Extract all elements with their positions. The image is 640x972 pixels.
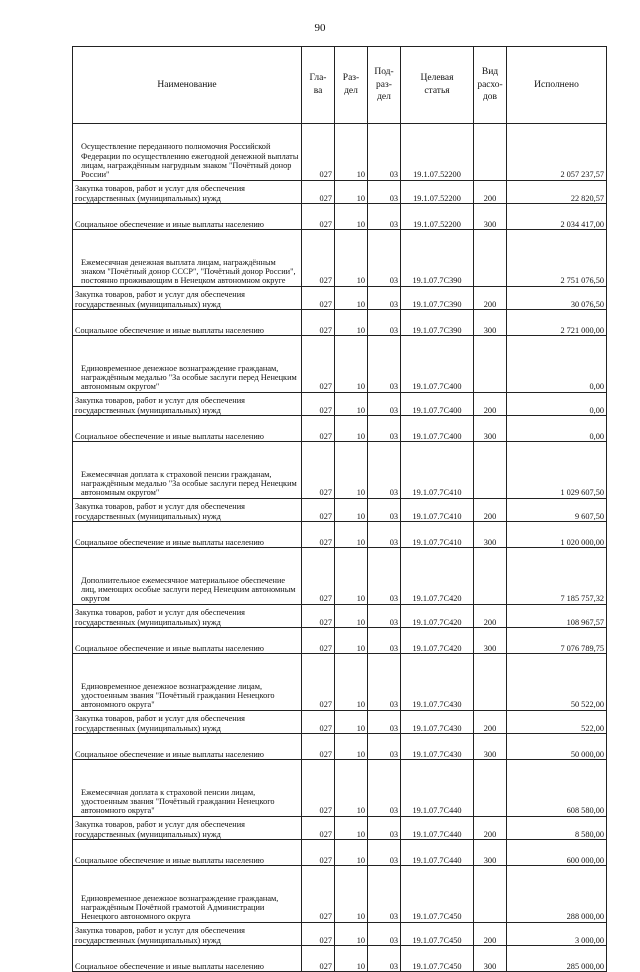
- cell-name: Ежемесячная денежная выплата лицам, награждённым знаком "Почётный донор СССР", "Почётный донор России", постоянно проживающим в Ненецком автономном округе: [73, 230, 302, 287]
- table-row-item: [73, 548, 607, 605]
- cell-name: Социальное обеспечение и иные выплаты населению: [73, 840, 302, 866]
- table-row-item: [73, 336, 607, 393]
- cell-section: 10: [335, 548, 368, 605]
- cell-executed: 22 820,57: [507, 180, 607, 204]
- budget-table: [72, 46, 607, 972]
- cell-subsection: 03: [368, 760, 401, 817]
- cell-target: 19.1.07.7С420: [401, 548, 474, 605]
- cell-section: 10: [335, 180, 368, 204]
- cell-expense-type: [474, 760, 507, 817]
- header-expense-type: Вид расхо- дов: [474, 47, 507, 124]
- cell-chapter: 027: [302, 628, 335, 654]
- cell-target: 19.1.07.7С400: [401, 416, 474, 442]
- header-executed: Исполнено: [507, 47, 607, 124]
- cell-subsection: 03: [368, 310, 401, 336]
- table-row-subitem: [73, 522, 607, 548]
- cell-chapter: 027: [302, 816, 335, 840]
- cell-name: Социальное обеспечение и иные выплаты населению: [73, 310, 302, 336]
- cell-section: 10: [335, 522, 368, 548]
- cell-subsection: 03: [368, 866, 401, 923]
- cell-target: 19.1.07.52200: [401, 180, 474, 204]
- cell-name: Закупка товаров, работ и услуг для обеспечения государственных (муниципальных) нужд: [73, 922, 302, 946]
- cell-expense-type: 200: [474, 710, 507, 734]
- cell-chapter: 027: [302, 310, 335, 336]
- cell-subsection: 03: [368, 204, 401, 230]
- cell-target: 19.1.07.7С400: [401, 336, 474, 393]
- cell-expense-type: 300: [474, 840, 507, 866]
- cell-target: 19.1.07.52200: [401, 204, 474, 230]
- cell-expense-type: [474, 654, 507, 711]
- cell-name: Ежемесячная доплата к страховой пенсии лицам, удостоенным звания "Почётный гражданин Ненецкого автономного округа": [73, 760, 302, 817]
- cell-section: 10: [335, 840, 368, 866]
- table-row-item: [73, 760, 607, 817]
- header-target: Целевая статья: [401, 47, 474, 124]
- cell-name: Социальное обеспечение и иные выплаты населению: [73, 628, 302, 654]
- cell-chapter: 027: [302, 416, 335, 442]
- table-row-subitem: [73, 922, 607, 946]
- cell-executed: 0,00: [507, 392, 607, 416]
- cell-section: 10: [335, 654, 368, 711]
- cell-name: Осуществление переданного полномочия Российской Федерации по осуществлению ежегодной денежной выплаты лицам, награждённым нагрудным знаком "Почётный донор России": [73, 124, 302, 181]
- header-chapter: Гла- ва: [302, 47, 335, 124]
- cell-target: 19.1.07.7С420: [401, 604, 474, 628]
- cell-chapter: 027: [302, 946, 335, 972]
- cell-expense-type: 200: [474, 286, 507, 310]
- table-row-item: [73, 654, 607, 711]
- table-row-item: [73, 442, 607, 499]
- cell-section: 10: [335, 310, 368, 336]
- header-subsection: Под- раз- дел: [368, 47, 401, 124]
- cell-expense-type: 200: [474, 816, 507, 840]
- cell-chapter: 027: [302, 604, 335, 628]
- cell-chapter: 027: [302, 922, 335, 946]
- cell-expense-type: 300: [474, 416, 507, 442]
- cell-subsection: 03: [368, 522, 401, 548]
- cell-section: 10: [335, 946, 368, 972]
- cell-executed: 2 057 237,57: [507, 124, 607, 181]
- cell-target: 19.1.07.7С450: [401, 866, 474, 923]
- cell-chapter: 027: [302, 392, 335, 416]
- cell-target: 19.1.07.7С390: [401, 286, 474, 310]
- cell-target: 19.1.07.7С430: [401, 710, 474, 734]
- table-row-subitem: [73, 498, 607, 522]
- cell-executed: 2 721 000,00: [507, 310, 607, 336]
- cell-expense-type: [474, 336, 507, 393]
- cell-executed: 1 029 607,50: [507, 442, 607, 499]
- cell-expense-type: [474, 866, 507, 923]
- cell-expense-type: 200: [474, 604, 507, 628]
- cell-section: 10: [335, 628, 368, 654]
- header-name: Наименование: [73, 47, 302, 124]
- cell-subsection: 03: [368, 416, 401, 442]
- cell-target: 19.1.07.7С410: [401, 442, 474, 499]
- cell-name: Социальное обеспечение и иные выплаты населению: [73, 204, 302, 230]
- cell-section: 10: [335, 336, 368, 393]
- cell-target: 19.1.07.7С430: [401, 654, 474, 711]
- cell-name: Закупка товаров, работ и услуг для обеспечения государственных (муниципальных) нужд: [73, 286, 302, 310]
- cell-subsection: 03: [368, 230, 401, 287]
- cell-executed: 30 076,50: [507, 286, 607, 310]
- table-row-subitem: [73, 946, 607, 972]
- cell-chapter: 027: [302, 760, 335, 817]
- cell-subsection: 03: [368, 124, 401, 181]
- table-row-subitem: [73, 628, 607, 654]
- table-row-subitem: [73, 416, 607, 442]
- cell-chapter: 027: [302, 204, 335, 230]
- cell-chapter: 027: [302, 230, 335, 287]
- cell-target: 19.1.07.7С390: [401, 310, 474, 336]
- table-row-subitem: [73, 286, 607, 310]
- cell-subsection: 03: [368, 180, 401, 204]
- table-row-item: [73, 124, 607, 181]
- cell-executed: 7 076 789,75: [507, 628, 607, 654]
- cell-name: Социальное обеспечение и иные выплаты населению: [73, 416, 302, 442]
- cell-executed: 50 000,00: [507, 734, 607, 760]
- cell-subsection: 03: [368, 628, 401, 654]
- cell-expense-type: 300: [474, 204, 507, 230]
- cell-executed: 108 967,57: [507, 604, 607, 628]
- cell-target: 19.1.07.7С450: [401, 946, 474, 972]
- cell-executed: 3 000,00: [507, 922, 607, 946]
- cell-section: 10: [335, 124, 368, 181]
- table-row-subitem: [73, 816, 607, 840]
- cell-expense-type: [474, 124, 507, 181]
- cell-expense-type: [474, 230, 507, 287]
- cell-chapter: 027: [302, 654, 335, 711]
- cell-name: Социальное обеспечение и иные выплаты населению: [73, 734, 302, 760]
- cell-chapter: 027: [302, 180, 335, 204]
- cell-target: 19.1.07.7С410: [401, 498, 474, 522]
- cell-target: 19.1.07.7С390: [401, 230, 474, 287]
- cell-name: Социальное обеспечение и иные выплаты населению: [73, 946, 302, 972]
- cell-executed: 8 580,00: [507, 816, 607, 840]
- cell-name: Социальное обеспечение и иные выплаты населению: [73, 522, 302, 548]
- cell-section: 10: [335, 734, 368, 760]
- cell-expense-type: [474, 442, 507, 499]
- cell-target: 19.1.07.7С450: [401, 922, 474, 946]
- cell-subsection: 03: [368, 922, 401, 946]
- cell-subsection: 03: [368, 442, 401, 499]
- cell-chapter: 027: [302, 734, 335, 760]
- cell-target: 19.1.07.7С440: [401, 760, 474, 817]
- table-row-subitem: [73, 204, 607, 230]
- cell-name: Ежемесячная доплата к страховой пенсии гражданам, награждённым медалью "За особые заслуги перед Ненецким автономным округом": [73, 442, 302, 499]
- cell-executed: 1 020 000,00: [507, 522, 607, 548]
- table-row-subitem: [73, 734, 607, 760]
- cell-section: 10: [335, 392, 368, 416]
- cell-expense-type: 300: [474, 628, 507, 654]
- table-row-subitem: [73, 310, 607, 336]
- cell-expense-type: 200: [474, 922, 507, 946]
- cell-section: 10: [335, 416, 368, 442]
- cell-section: 10: [335, 204, 368, 230]
- cell-chapter: 027: [302, 286, 335, 310]
- cell-name: Закупка товаров, работ и услуг для обеспечения государственных (муниципальных) нужд: [73, 604, 302, 628]
- cell-subsection: 03: [368, 710, 401, 734]
- cell-subsection: 03: [368, 286, 401, 310]
- cell-executed: 608 580,00: [507, 760, 607, 817]
- cell-subsection: 03: [368, 498, 401, 522]
- cell-name: Закупка товаров, работ и услуг для обеспечения государственных (муниципальных) нужд: [73, 816, 302, 840]
- cell-target: 19.1.07.7С440: [401, 816, 474, 840]
- cell-expense-type: [474, 548, 507, 605]
- cell-name: Единовременное денежное вознаграждение гражданам, награждённым медалью "За особые заслуги перед Ненецким автономным округом": [73, 336, 302, 393]
- table-row-subitem: [73, 180, 607, 204]
- cell-executed: 522,00: [507, 710, 607, 734]
- cell-section: 10: [335, 442, 368, 499]
- cell-target: 19.1.07.7С440: [401, 840, 474, 866]
- header-section: Раз- дел: [335, 47, 368, 124]
- cell-executed: 7 185 757,32: [507, 548, 607, 605]
- table-row-item: [73, 866, 607, 923]
- cell-target: 19.1.07.7С410: [401, 522, 474, 548]
- cell-name: Единовременное денежное вознаграждение лицам, удостоенным звания "Почётный гражданин Ненецкого автономного округа": [73, 654, 302, 711]
- cell-subsection: 03: [368, 604, 401, 628]
- cell-chapter: 027: [302, 498, 335, 522]
- cell-expense-type: 200: [474, 498, 507, 522]
- cell-target: 19.1.07.7С400: [401, 392, 474, 416]
- cell-chapter: 027: [302, 840, 335, 866]
- cell-executed: 285 000,00: [507, 946, 607, 972]
- cell-subsection: 03: [368, 946, 401, 972]
- table-row-subitem: [73, 392, 607, 416]
- cell-subsection: 03: [368, 816, 401, 840]
- cell-section: 10: [335, 286, 368, 310]
- cell-executed: 288 000,00: [507, 866, 607, 923]
- cell-expense-type: 300: [474, 946, 507, 972]
- cell-subsection: 03: [368, 548, 401, 605]
- cell-section: 10: [335, 604, 368, 628]
- cell-executed: 2 034 417,00: [507, 204, 607, 230]
- cell-name: Дополнительное ежемесячное материальное обеспечение лиц, имеющих особые заслуги перед Ненецким автономным округом: [73, 548, 302, 605]
- cell-name: Закупка товаров, работ и услуг для обеспечения государственных (муниципальных) нужд: [73, 392, 302, 416]
- table-row-subitem: [73, 604, 607, 628]
- table-row-subitem: [73, 710, 607, 734]
- cell-name: Закупка товаров, работ и услуг для обеспечения государственных (муниципальных) нужд: [73, 710, 302, 734]
- cell-executed: 0,00: [507, 336, 607, 393]
- cell-section: 10: [335, 816, 368, 840]
- cell-name: Единовременное денежное вознаграждение гражданам, награждённым Почётной грамотой Администрации Ненецкого автономного округа: [73, 866, 302, 923]
- cell-expense-type: 300: [474, 310, 507, 336]
- cell-executed: 0,00: [507, 416, 607, 442]
- cell-expense-type: 200: [474, 180, 507, 204]
- cell-target: 19.1.07.7С420: [401, 628, 474, 654]
- cell-expense-type: 300: [474, 522, 507, 548]
- cell-target: 19.1.07.52200: [401, 124, 474, 181]
- table-row-item: [73, 230, 607, 287]
- page-number: 90: [314, 22, 326, 34]
- cell-subsection: 03: [368, 734, 401, 760]
- cell-name: Закупка товаров, работ и услуг для обеспечения государственных (муниципальных) нужд: [73, 180, 302, 204]
- cell-subsection: 03: [368, 840, 401, 866]
- cell-subsection: 03: [368, 392, 401, 416]
- cell-subsection: 03: [368, 336, 401, 393]
- cell-section: 10: [335, 922, 368, 946]
- cell-chapter: 027: [302, 442, 335, 499]
- cell-section: 10: [335, 710, 368, 734]
- cell-chapter: 027: [302, 866, 335, 923]
- cell-target: 19.1.07.7С430: [401, 734, 474, 760]
- cell-chapter: 027: [302, 124, 335, 181]
- cell-executed: 9 607,50: [507, 498, 607, 522]
- cell-section: 10: [335, 230, 368, 287]
- cell-section: 10: [335, 498, 368, 522]
- cell-chapter: 027: [302, 548, 335, 605]
- table-row-subitem: [73, 840, 607, 866]
- cell-executed: 2 751 076,50: [507, 230, 607, 287]
- cell-expense-type: 200: [474, 392, 507, 416]
- cell-chapter: 027: [302, 710, 335, 734]
- cell-name: Закупка товаров, работ и услуг для обеспечения государственных (муниципальных) нужд: [73, 498, 302, 522]
- cell-expense-type: 300: [474, 734, 507, 760]
- cell-chapter: 027: [302, 336, 335, 393]
- cell-section: 10: [335, 866, 368, 923]
- cell-section: 10: [335, 760, 368, 817]
- header-row: [73, 47, 607, 124]
- cell-executed: 50 522,00: [507, 654, 607, 711]
- cell-subsection: 03: [368, 654, 401, 711]
- cell-chapter: 027: [302, 522, 335, 548]
- cell-executed: 600 000,00: [507, 840, 607, 866]
